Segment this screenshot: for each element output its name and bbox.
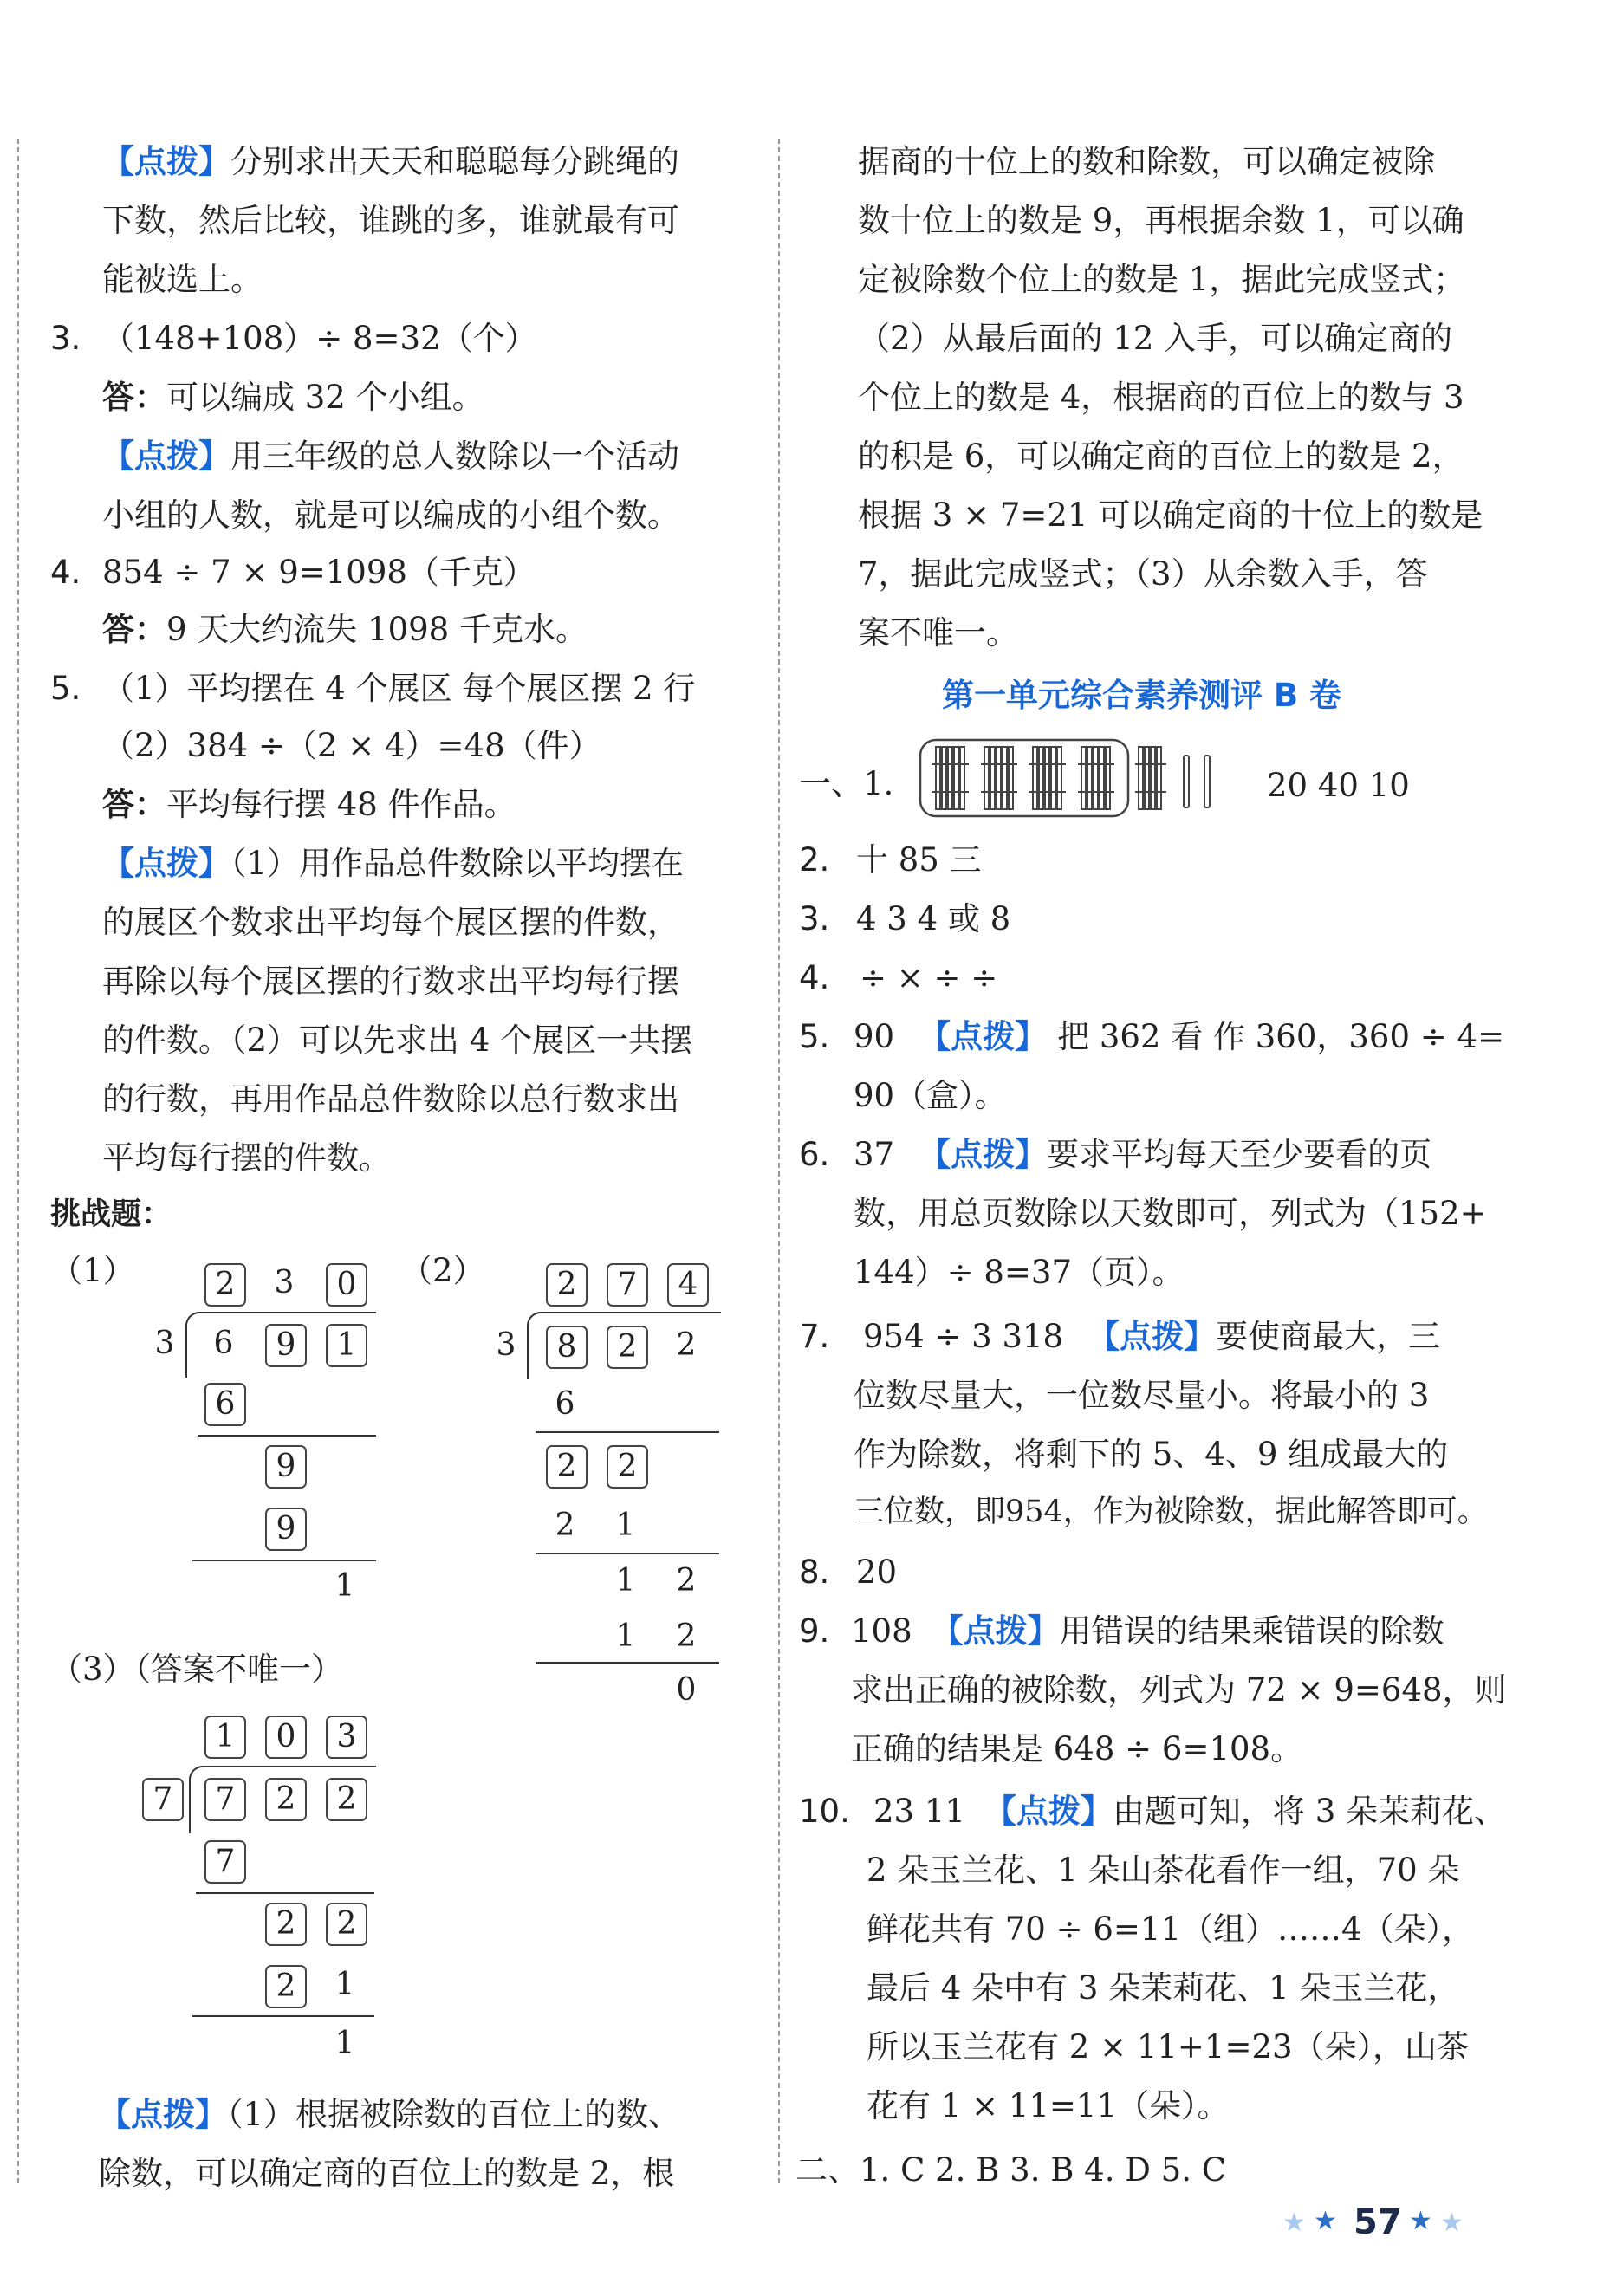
- single-sticks-icon: [1184, 756, 1210, 807]
- q5-tip-line-4: 的件数。（2）可以先求出 4 个展区一共摆: [102, 1022, 693, 1059]
- challenge-heading: 挑战题：: [50, 1197, 172, 1232]
- end-tip-line-2: 除数，可以确定商的百位上的数是 2，根: [99, 2155, 675, 2192]
- a2-number: 2.: [799, 841, 830, 879]
- step-digit: 1: [334, 1967, 355, 2002]
- left-fold-line: [17, 139, 19, 2183]
- q5-answer: [102, 785, 516, 823]
- answer-value: 108: [851, 1612, 912, 1650]
- step-digit: 2: [676, 1563, 697, 1599]
- answer-label: 答：: [102, 785, 166, 823]
- quotient-digit: 1: [204, 1716, 246, 1759]
- a10-line-6: 花有 1 × 11=11（朵）。: [867, 2087, 1230, 2124]
- quotient-digit: 0: [265, 1716, 307, 1759]
- answer-text: 平均每行摆 48 件作品。: [166, 786, 516, 823]
- q5-tip-line-1: [102, 844, 685, 882]
- right-line-4: （2）从最后面的 12 入手，可以确定商的: [858, 320, 1453, 357]
- a9-number: 9.: [799, 1612, 830, 1650]
- tip-text: 把 362 看 作 360，360 ÷ 4=: [1057, 1018, 1505, 1055]
- q5-number: 5.: [50, 670, 81, 707]
- tip-line-2: 下数，然后比较，谁跳的多，谁就最有可: [102, 202, 679, 239]
- c2-label: （2）: [400, 1252, 485, 1289]
- step-digit: 1: [615, 1618, 636, 1654]
- tip-label: 【点拨】: [984, 1792, 1113, 1830]
- q3-tip-line-2: 小组的人数，就是可以编成的小组个数。: [102, 496, 679, 534]
- tip-label: 【点拨】: [102, 437, 230, 475]
- step-digit: 6: [555, 1386, 575, 1422]
- q5-tip-line-3: 再除以每个展区摆的行数求出平均每行摆: [102, 963, 679, 1000]
- star-icon: ★: [1440, 2208, 1464, 2238]
- division-rule: [198, 1435, 376, 1437]
- division-rule: [536, 1662, 719, 1664]
- quotient-digit: 4: [667, 1263, 709, 1307]
- quotient-digit: 7: [607, 1263, 648, 1307]
- step-digit: 9: [265, 1508, 307, 1551]
- a5-line-1: [854, 1017, 1505, 1055]
- tip-text: 由题可知，将 3 朵茉莉花、: [1112, 1793, 1506, 1830]
- step-digit: 1: [615, 1508, 636, 1543]
- step-digit: 2: [607, 1445, 648, 1489]
- step-digit: 2: [555, 1508, 575, 1543]
- a9-line-3: 正确的结果是 648 ÷ 6=108。: [851, 1730, 1303, 1767]
- quotient-digit: 2: [204, 1263, 246, 1307]
- right-line-6: 的积是 6，可以确定商的百位上的数是 2，: [858, 438, 1464, 475]
- stick-bundles-figure: [919, 736, 1222, 823]
- a7-line-4: 三位数，即954，作为被除数，据此解答即可。: [854, 1495, 1488, 1529]
- tip-label: 【点拨】: [931, 1612, 1060, 1650]
- tip-label: 【点拨】: [919, 1135, 1048, 1173]
- answer-value: 37: [854, 1136, 895, 1173]
- star-icon: ★: [1282, 2208, 1306, 2238]
- a7-number: 7.: [799, 1318, 830, 1355]
- step-digit: 6: [204, 1383, 246, 1426]
- answer-text: 可以编成 32 个小组。: [166, 379, 484, 416]
- section-title: 第一单元综合素养测评 B 卷: [942, 677, 1341, 714]
- right-line-2: 数十位上的数是 9，再根据余数 1，可以确: [858, 202, 1464, 239]
- answer-value: 90: [854, 1018, 895, 1055]
- a3-number: 3.: [799, 900, 830, 937]
- tip-text: （1）用作品总件数除以平均摆在: [230, 845, 685, 882]
- tip-label: 【点拨】: [99, 2095, 227, 2133]
- answer-label: 答：: [102, 610, 166, 648]
- stick-bundle-icon: [1029, 747, 1066, 809]
- q5-tip-line-5: 的行数，再用作品总件数除以总行数求出: [102, 1080, 679, 1118]
- q3-number: 3.: [50, 320, 81, 357]
- tip-label: 【点拨】: [919, 1017, 1048, 1055]
- dividend-digit: 2: [326, 1778, 367, 1821]
- quotient-digit: 2: [546, 1263, 588, 1307]
- q3-answer: [102, 378, 484, 416]
- a10-line-3: 鲜花共有 70 ÷ 6=11（组）……4（朵），: [867, 1910, 1475, 1948]
- dividend-digit: 1: [326, 1324, 367, 1367]
- q3-tip-line-1: [102, 437, 679, 475]
- dividend-digit: 2: [265, 1778, 307, 1821]
- quotient-digit: 3: [326, 1716, 367, 1759]
- step-digit: 2: [326, 1903, 367, 1946]
- right-line-8: 7，据此完成竖式；（3）从余数入手，答: [858, 555, 1428, 593]
- quotient-digit: 0: [326, 1263, 367, 1307]
- divisor: 3: [154, 1326, 175, 1361]
- s1-number: 一、1.: [799, 765, 894, 802]
- c1-label: （1）: [50, 1252, 135, 1289]
- stick-bundle-icon: [1135, 747, 1166, 809]
- end-tip-line-1: [99, 2095, 681, 2133]
- c3-label: （3）（答案不唯一）: [50, 1651, 344, 1688]
- division-rule: [192, 1560, 376, 1561]
- answer-text: 9 天大约流失 1098 千克水。: [166, 611, 588, 648]
- answer-label: 答：: [102, 378, 166, 416]
- right-line-3: 定被除数个位上的数是 1，据此完成竖式；: [858, 261, 1466, 298]
- step-digit: 2: [265, 1965, 307, 2008]
- a10-line-5: 所以玉兰花有 2 × 11+1=23（朵），山茶: [867, 2028, 1470, 2066]
- stick-bundle-icon: [981, 747, 1017, 809]
- star-icon: ★: [1314, 2206, 1337, 2236]
- step-digit: 2: [676, 1618, 697, 1654]
- tip-line-3: 能被选上。: [102, 261, 263, 298]
- tip-text: （1）根据被除数的百位上的数、: [227, 2096, 681, 2133]
- remainder: 1: [334, 1568, 355, 1604]
- stick-bundle-icon: [1078, 747, 1114, 809]
- a10-line-4: 最后 4 朵中有 3 朵茉莉花、1 朵玉兰花，: [867, 1969, 1460, 2007]
- remainder: 1: [334, 2026, 355, 2061]
- stick-bundle-icon: [932, 747, 969, 809]
- a6-line-1: [854, 1135, 1432, 1173]
- a5-line-2: 90（盒）。: [854, 1077, 1007, 1114]
- step-digit: 7: [204, 1840, 246, 1884]
- dividend-digit: 2: [676, 1327, 697, 1363]
- remainder: 0: [676, 1672, 697, 1708]
- a10-number: 10.: [799, 1793, 850, 1830]
- step-digit: 9: [265, 1445, 307, 1489]
- dividend-digit: 6: [213, 1326, 234, 1361]
- tip-text: 要使商最大，三: [1216, 1318, 1441, 1355]
- division-rule: [192, 2015, 374, 2017]
- a10-line-1: [873, 1792, 1506, 1830]
- star-icon: ★: [1409, 2206, 1432, 2236]
- a4-answer: ÷ × ÷ ÷: [860, 959, 998, 996]
- q4-number: 4.: [50, 554, 81, 591]
- a9-line-1: [851, 1612, 1444, 1650]
- a6-line-2: 数，用总页数除以天数即可，列式为（152+: [854, 1195, 1487, 1232]
- tip-label: 【点拨】: [102, 844, 230, 882]
- division-rule: [536, 1431, 719, 1433]
- right-line-5: 个位上的数是 4，根据商的百位上的数与 3: [858, 379, 1464, 416]
- a7-line-3: 作为除数，将剩下的 5、4、9 组成最大的: [854, 1436, 1449, 1473]
- step-digit: 2: [546, 1445, 588, 1489]
- tip-line-1: [102, 142, 679, 180]
- divisor: 3: [496, 1327, 516, 1363]
- page-number: 57: [1354, 2202, 1402, 2242]
- dividend-digit: 8: [546, 1326, 588, 1369]
- a3-answer: 4 3 4 或 8: [856, 900, 1011, 937]
- q5-line-2: （2）384 ÷（2 × 4）=48（件）: [102, 727, 601, 764]
- answer-value: 23 11: [873, 1793, 965, 1830]
- step-digit: 2: [265, 1903, 307, 1946]
- right-line-9: 案不唯一。: [858, 614, 1018, 652]
- s1-values: 20 40 10: [1267, 767, 1410, 804]
- q3-formula: （148+108）÷ 8=32（个）: [102, 320, 537, 357]
- a10-line-2: 2 朵玉兰花、1 朵山茶花看作一组，70 朵: [867, 1852, 1460, 1889]
- right-line-7: 根据 3 × 7=21 可以确定商的十位上的数是: [858, 496, 1483, 534]
- a9-line-2: 求出正确的被除数，列式为 72 × 9=648，则: [851, 1671, 1507, 1709]
- divisor: 7: [142, 1778, 184, 1821]
- q5-line-1: （1）平均摆在 4 个展区 每个展区摆 2 行: [102, 670, 696, 707]
- tip-label: 【点拨】: [1087, 1317, 1217, 1355]
- center-divider: [778, 139, 780, 2183]
- dividend-digit: 2: [607, 1326, 648, 1369]
- division-rule: [536, 1553, 719, 1554]
- a8-number: 8.: [799, 1553, 830, 1591]
- tip-text: 分别求出天天和聪聪每分跳绳的: [230, 143, 679, 180]
- quotient-digit: 3: [274, 1265, 295, 1300]
- tip-text: 要求平均每天至少要看的页: [1047, 1136, 1432, 1173]
- dividend-digit: 7: [204, 1778, 246, 1821]
- a4-number: 4.: [799, 959, 830, 996]
- a7-line-2: 位数尽量大，一位数尽量小。将最小的 3: [854, 1377, 1430, 1414]
- section-2-answers: 二、1. C 2. B 3. B 4. D 5. C: [795, 2151, 1227, 2189]
- a2-answer: 十 85 三: [856, 841, 982, 879]
- tip-text: 用错误的结果乘错误的除数: [1059, 1612, 1444, 1650]
- dividend-digit: 9: [265, 1324, 307, 1367]
- right-line-1: 据商的十位上的数和除数，可以确定被除: [858, 143, 1435, 180]
- a6-line-3: 144）÷ 8=37（页）。: [854, 1254, 1185, 1291]
- a6-number: 6.: [799, 1136, 830, 1173]
- tip-text: 用三年级的总人数除以一个活动: [230, 438, 679, 475]
- q5-tip-line-2: 的展区个数求出平均每个展区摆的件数，: [102, 904, 679, 941]
- a5-number: 5.: [799, 1018, 830, 1055]
- step-digit: 1: [615, 1563, 636, 1599]
- tip-label: 【点拨】: [102, 142, 230, 180]
- a7-line-1: [863, 1317, 1441, 1355]
- q4-answer: [102, 610, 588, 648]
- q5-tip-line-6: 平均每行摆的件数。: [102, 1139, 391, 1177]
- answer-value: 954 ÷ 3 318: [863, 1318, 1064, 1355]
- division-rule: [196, 1892, 374, 1894]
- q4-formula: 854 ÷ 7 × 9=1098（千克）: [102, 554, 536, 591]
- a8-answer: 20: [856, 1553, 898, 1591]
